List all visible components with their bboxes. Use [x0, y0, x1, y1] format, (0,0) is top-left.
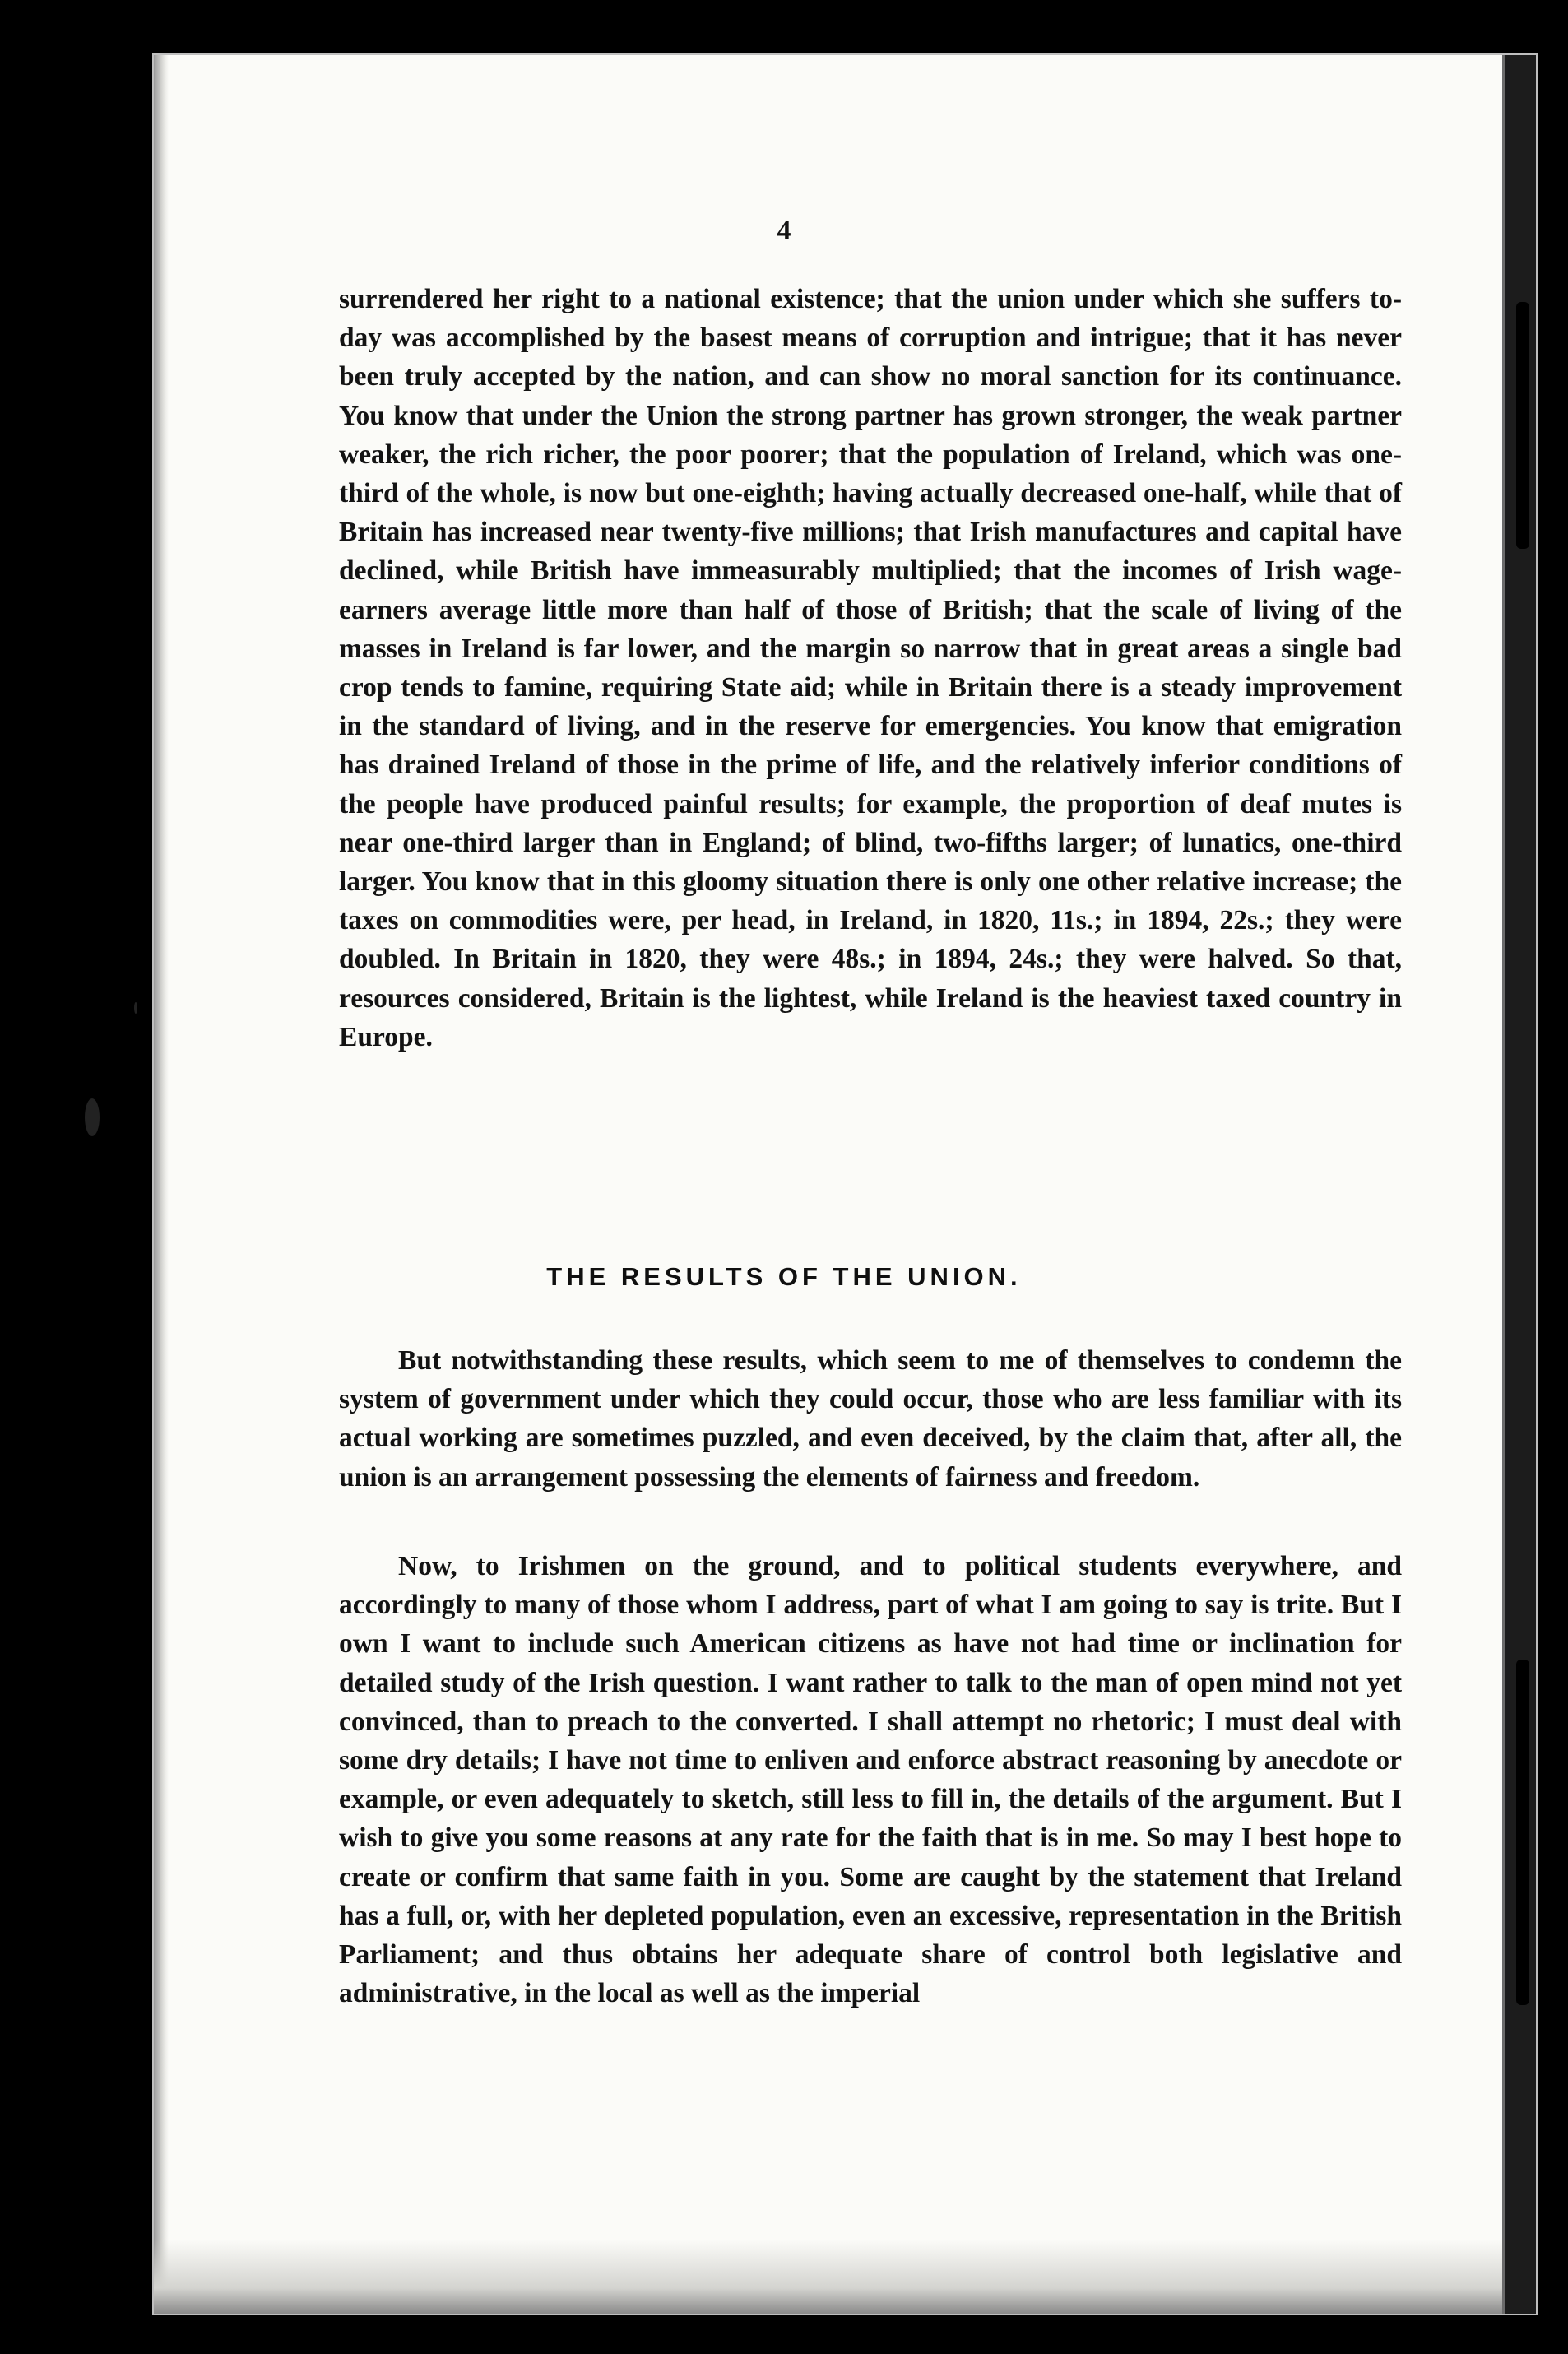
spine-mark: [1516, 1660, 1529, 2005]
paragraph: Now, to Irishmen on the ground, and to political students everywhere, and accordingly to many of those whom I address, part of what I am going to say is trite. But I own I want to include such American citizens as have not had time or inclination for detailed study of the Irish question. I want rather to talk to the man of open mind not yet convinced, than to preach to the converted. I shall attempt no rhetoric; I must deal with some dry details; I have not time to enliven and enforce abstract reasoning by anecdote or example, or even adequately to sketch, still less to fill in, the details of the argument. But I wish to give you some reasons at any rate for the faith that is in me. So may I best hope to create or confirm that same faith in you. Some are caught by the statement that Ireland has a full, or, with her depleted population, even an excessive, representation in the British Parliament; and thus obtains her adequate share of control both legislative and administrative, in the local as well as the imperial: [339, 1551, 1402, 2009]
page-shadow-bottom: [154, 2240, 1536, 2314]
spine-mark: [1516, 302, 1529, 549]
book-spine: [1502, 55, 1536, 2314]
section-heading: THE RESULTS OF THE UNION.: [546, 1262, 1022, 1291]
paragraph: surrendered her right to a national existence; that the union under which she suffers to-day was accomplished by the basest means of corruption and intrigue; that it has never been truly accepted by the nation, and can show no moral sanction for its continuance. You know that under the Union the strong partner has grown stronger, the weak partner weaker, the rich richer, the poor poorer; that the population of Ireland, which was one-third of the whole, is now but one-eighth; having actually decreased one-half, while that of Britain has increased near twenty-five millions; that Irish manufactures and capital have declined, while British have immeasurably multiplied; that the incomes of Irish wage-earners average little more than half of those of British; that the scale of living of the masses in Ireland is far lower, and the margin so narrow that in great areas a single bad crop tends to famine, requiring State aid; while in Britain there is a steady improvement in the standard of living, and in the reserve for emergencies. You know that emigration has drained Ireland of those in the prime of life, and the relatively inferior conditions of the people have produced painful results; for example, the proportion of deaf mutes is near one-third larger than in England; of blind, two-fifths larger; of lunatics, one-third larger. You know that in this gloomy situation there is only one other relative increase; the taxes on commodities were, per head, in Ireland, in 1820, 11s.; in 1894, 22s.; they were doubled. In Britain in 1820, they were 48s.; in 1894, 24s.; they were halved. So that, resources considered, Britain is the lightest, while Ireland is the heaviest taxed country in Europe.: [339, 284, 1402, 1052]
paragraph: But notwithstanding these results, which seem to me of themselves to condemn the system of government under which they could occur, those who are less familiar with its actual working are sometimes puzzled, and even deceived, by the claim that, after all, the union is an arrangement possessing the elements of fairness and freedom.: [339, 1345, 1402, 1493]
page-shadow-left: [154, 55, 169, 2314]
body-text-block: [339, 280, 1402, 1056]
body-text-block: [339, 1547, 1402, 2013]
body-text-block: [339, 1341, 1402, 1497]
scan-speck: [85, 1098, 100, 1136]
scan-speck: [134, 1002, 137, 1014]
page-number: 4: [777, 216, 791, 246]
